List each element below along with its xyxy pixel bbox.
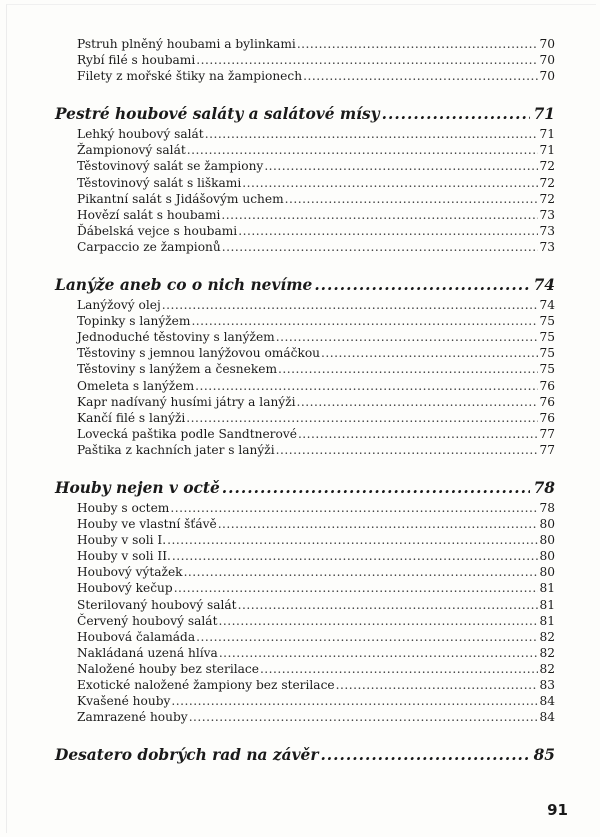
section-heading <box>55 104 555 124</box>
toc-entry: Houby s octem ..... 78 <box>55 500 555 516</box>
toc-entry: Paštika z kachních jater s lanýži ..... 77 <box>55 442 555 458</box>
section-title: Houby nejen v octě <box>55 478 220 497</box>
toc-entry: Jednoduché těstoviny s lanýžem ..... 75 <box>55 329 555 345</box>
page-number: 91 <box>547 801 568 819</box>
toc-entry: Houby v soli I. ..... 80 <box>55 532 555 548</box>
toc-entry: Pikantní salát s Jidášovým uchem ..... 72 <box>55 191 555 207</box>
toc-entry: Houby ve vlastní šťávě ..... 80 <box>55 516 555 532</box>
toc-entry: Lehký houbový salát ..... 71 <box>55 126 555 142</box>
section-page: 74 <box>533 276 555 295</box>
toc-entry: Těstovinový salát se žampiony ..... 72 <box>55 158 555 174</box>
section-title: Pestré houbové saláty a salátové mísy <box>55 105 380 124</box>
toc-section <box>55 478 555 725</box>
section-page: 71 <box>533 105 555 124</box>
toc-entry: Carpaccio ze žampionů ..... 73 <box>55 239 555 255</box>
toc-entry: Houby v soli II. ..... 80 <box>55 548 555 564</box>
toc-entry: Pstruh plněný houbami a bylinkami ..... 70 <box>55 36 555 52</box>
toc-entry: Ďábelská vejce s houbami ..... 73 <box>55 223 555 239</box>
toc-entry: Zamrazené houby ..... 84 <box>55 709 555 725</box>
toc-entry: Topinky s lanýžem ..... 75 <box>55 313 555 329</box>
toc-entry: Houbový výtažek ..... 80 <box>55 564 555 580</box>
toc-entry: Sterilovaný houbový salát ..... 81 <box>55 597 555 613</box>
toc-section <box>55 36 555 84</box>
toc-section <box>55 745 555 765</box>
toc-entry: Rybí filé s houbami ..... 70 <box>55 52 555 68</box>
toc-entry: Naložené houby bez sterilace ..... 82 <box>55 661 555 677</box>
section-page: 78 <box>533 478 555 497</box>
toc-entry: Houbový kečup ..... 81 <box>55 580 555 596</box>
toc-entry: Kvašené houby ..... 84 <box>55 693 555 709</box>
toc-entry: Lanýžový olej ..... 74 <box>55 297 555 313</box>
section-page: 85 <box>533 746 555 765</box>
toc-entry: Těstoviny s jemnou lanýžovou omáčkou ..... 75 <box>55 345 555 361</box>
toc-entry: Omeleta s lanýžem ..... 76 <box>55 378 555 394</box>
toc-section <box>55 104 555 255</box>
section-heading <box>55 275 555 295</box>
toc-section <box>55 275 555 458</box>
toc-entry: Filety z mořské štiky na žampionech ..... 70 <box>55 68 555 84</box>
toc-entry: Exotické naložené žampiony bez sterilace ..... 83 <box>55 677 555 693</box>
toc-entry: Těstoviny s lanýžem a česnekem ..... 75 <box>55 361 555 377</box>
toc-entry: Nakládaná uzená hlíva ..... 82 <box>55 645 555 661</box>
section-title: Lanýže aneb co o nich nevíme <box>55 276 313 295</box>
section-heading <box>55 478 555 498</box>
section-heading <box>55 745 555 765</box>
toc-entry: Červený houbový salát ..... 81 <box>55 613 555 629</box>
toc-entry: Těstovinový salát s liškami ..... 72 <box>55 175 555 191</box>
table-of-contents <box>55 36 555 767</box>
toc-entry: Kančí filé s lanýži ..... 76 <box>55 410 555 426</box>
toc-entry: Hovězí salát s houbami ..... 73 <box>55 207 555 223</box>
toc-entry: Houbová čalamáda ..... 82 <box>55 629 555 645</box>
toc-entry: Lovecká paštika podle Sandtnerové ..... 77 <box>55 426 555 442</box>
section-title: Desatero dobrých rad na závěr <box>55 746 319 765</box>
toc-entry: Žampionový salát ..... 71 <box>55 142 555 158</box>
toc-entry: Kapr nadívaný husími játry a lanýži ..... 76 <box>55 394 555 410</box>
